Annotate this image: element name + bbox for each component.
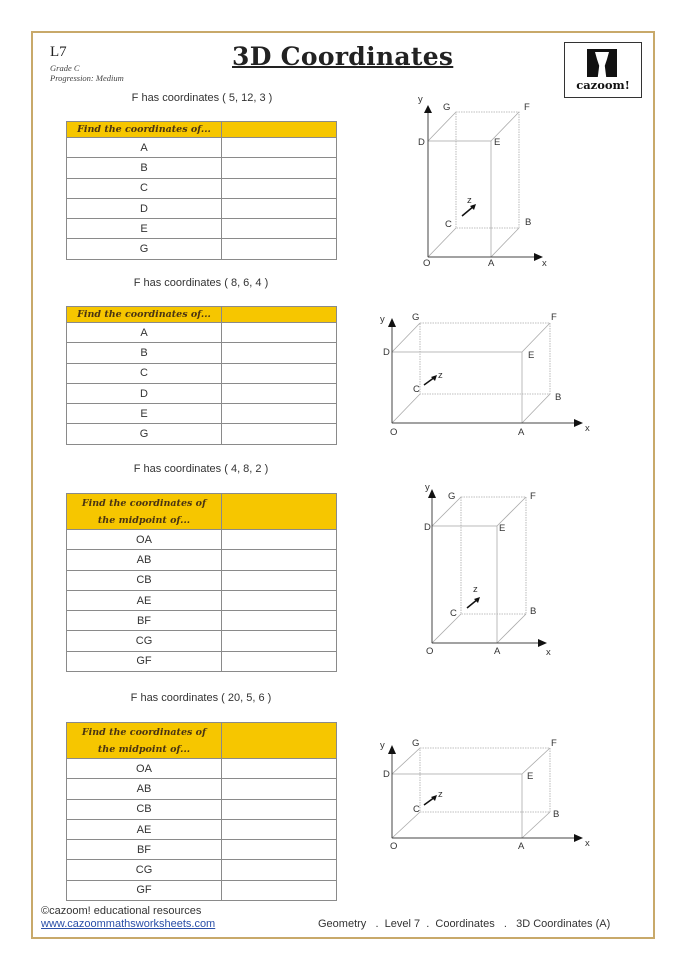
- point-label: C: [67, 178, 222, 198]
- svg-text:B: B: [530, 606, 537, 617]
- svg-text:x: x: [546, 647, 551, 658]
- website-link[interactable]: www.cazoommathsworksheets.com: [41, 918, 216, 930]
- header-line-2: the midpoint of...: [97, 743, 191, 755]
- svg-text:A: A: [488, 258, 495, 269]
- svg-text:y: y: [380, 740, 385, 751]
- svg-text:D: D: [383, 347, 390, 358]
- svg-text:z: z: [438, 789, 443, 800]
- segment-label: CB: [67, 570, 222, 590]
- svg-text:G: G: [412, 312, 420, 323]
- svg-text:C: C: [450, 608, 457, 619]
- svg-text:G: G: [448, 491, 456, 502]
- grade-label: Grade C: [50, 63, 80, 73]
- svg-text:C: C: [413, 384, 420, 395]
- segment-label: BF: [67, 611, 222, 631]
- point-label: B: [67, 343, 222, 363]
- svg-text:B: B: [525, 217, 532, 228]
- svg-text:O: O: [423, 258, 431, 269]
- svg-text:G: G: [412, 738, 420, 749]
- svg-text:O: O: [390, 841, 398, 852]
- segment-label: OA: [67, 759, 222, 779]
- svg-text:A: A: [494, 646, 501, 657]
- svg-text:D: D: [418, 137, 425, 148]
- svg-text:A: A: [518, 427, 525, 438]
- svg-text:z: z: [438, 370, 443, 381]
- segment-label: AB: [67, 550, 222, 570]
- page-title: 3D Coordinates: [232, 42, 454, 71]
- point-label: E: [67, 219, 222, 239]
- point-label: E: [67, 404, 222, 424]
- section-4-prompt: F has coordinates ( 20, 5, 6 ): [130, 692, 272, 704]
- svg-text:E: E: [499, 523, 506, 534]
- header-line-1: Find the coordinates of: [81, 497, 207, 509]
- axis-label-y: y: [418, 94, 423, 105]
- point-label: A: [67, 138, 222, 158]
- svg-text:B: B: [555, 392, 562, 403]
- svg-text:C: C: [445, 219, 452, 230]
- svg-text:G: G: [443, 102, 451, 113]
- point-label: G: [67, 424, 222, 444]
- segment-label: BF: [67, 840, 222, 860]
- svg-text:E: E: [494, 137, 501, 148]
- section-3-prompt: F has coordinates ( 4, 8, 2 ): [133, 463, 269, 475]
- svg-text:A: A: [518, 841, 525, 852]
- copyright-text: ©cazoom! educational resources: [41, 905, 202, 917]
- svg-text:D: D: [424, 522, 431, 533]
- svg-text:y: y: [380, 314, 385, 325]
- header-line-2: the midpoint of...: [97, 514, 191, 526]
- svg-text:O: O: [426, 646, 434, 657]
- table-header-label: Find the coordinates of...: [67, 307, 222, 323]
- topic-breadcrumb: Geometry . Level 7 . Coordinates . 3D Coordinates (A): [318, 918, 611, 930]
- svg-text:x: x: [585, 838, 590, 849]
- segment-label: AE: [67, 590, 222, 610]
- svg-text:x: x: [585, 423, 590, 434]
- section-1-prompt: F has coordinates ( 5, 12, 3 ): [131, 92, 273, 104]
- svg-text:y: y: [425, 482, 430, 493]
- segment-label: OA: [67, 530, 222, 550]
- svg-text:B: B: [553, 809, 560, 820]
- segment-label: AE: [67, 819, 222, 839]
- level-label: L7: [50, 44, 67, 60]
- table-header-label: Find the coordinates of...: [67, 122, 222, 138]
- segment-label: GF: [67, 880, 222, 900]
- svg-text:E: E: [527, 771, 534, 782]
- svg-text:E: E: [528, 350, 535, 361]
- segment-label: CG: [67, 860, 222, 880]
- segment-label: CB: [67, 799, 222, 819]
- axis-label-z: z: [467, 195, 472, 206]
- segment-label: CG: [67, 631, 222, 651]
- axis-label-x: x: [542, 258, 547, 269]
- svg-text:F: F: [551, 312, 557, 323]
- point-label: B: [67, 158, 222, 178]
- point-label: D: [67, 383, 222, 403]
- svg-text:D: D: [383, 769, 390, 780]
- segment-label: AB: [67, 779, 222, 799]
- section-2-prompt: F has coordinates ( 8, 6, 4 ): [133, 277, 269, 289]
- svg-text:O: O: [390, 427, 398, 438]
- progression-label: Progression: Medium: [50, 73, 124, 83]
- point-label: G: [67, 239, 222, 259]
- svg-text:z: z: [473, 584, 478, 595]
- svg-text:C: C: [413, 804, 420, 815]
- point-label: C: [67, 363, 222, 383]
- logo-text: cazoom!: [576, 78, 630, 92]
- svg-text:F: F: [524, 102, 530, 113]
- header-line-1: Find the coordinates of: [81, 726, 207, 738]
- point-label: A: [67, 323, 222, 343]
- point-label: D: [67, 198, 222, 218]
- svg-text:F: F: [530, 491, 536, 502]
- svg-text:F: F: [551, 738, 557, 749]
- segment-label: GF: [67, 651, 222, 671]
